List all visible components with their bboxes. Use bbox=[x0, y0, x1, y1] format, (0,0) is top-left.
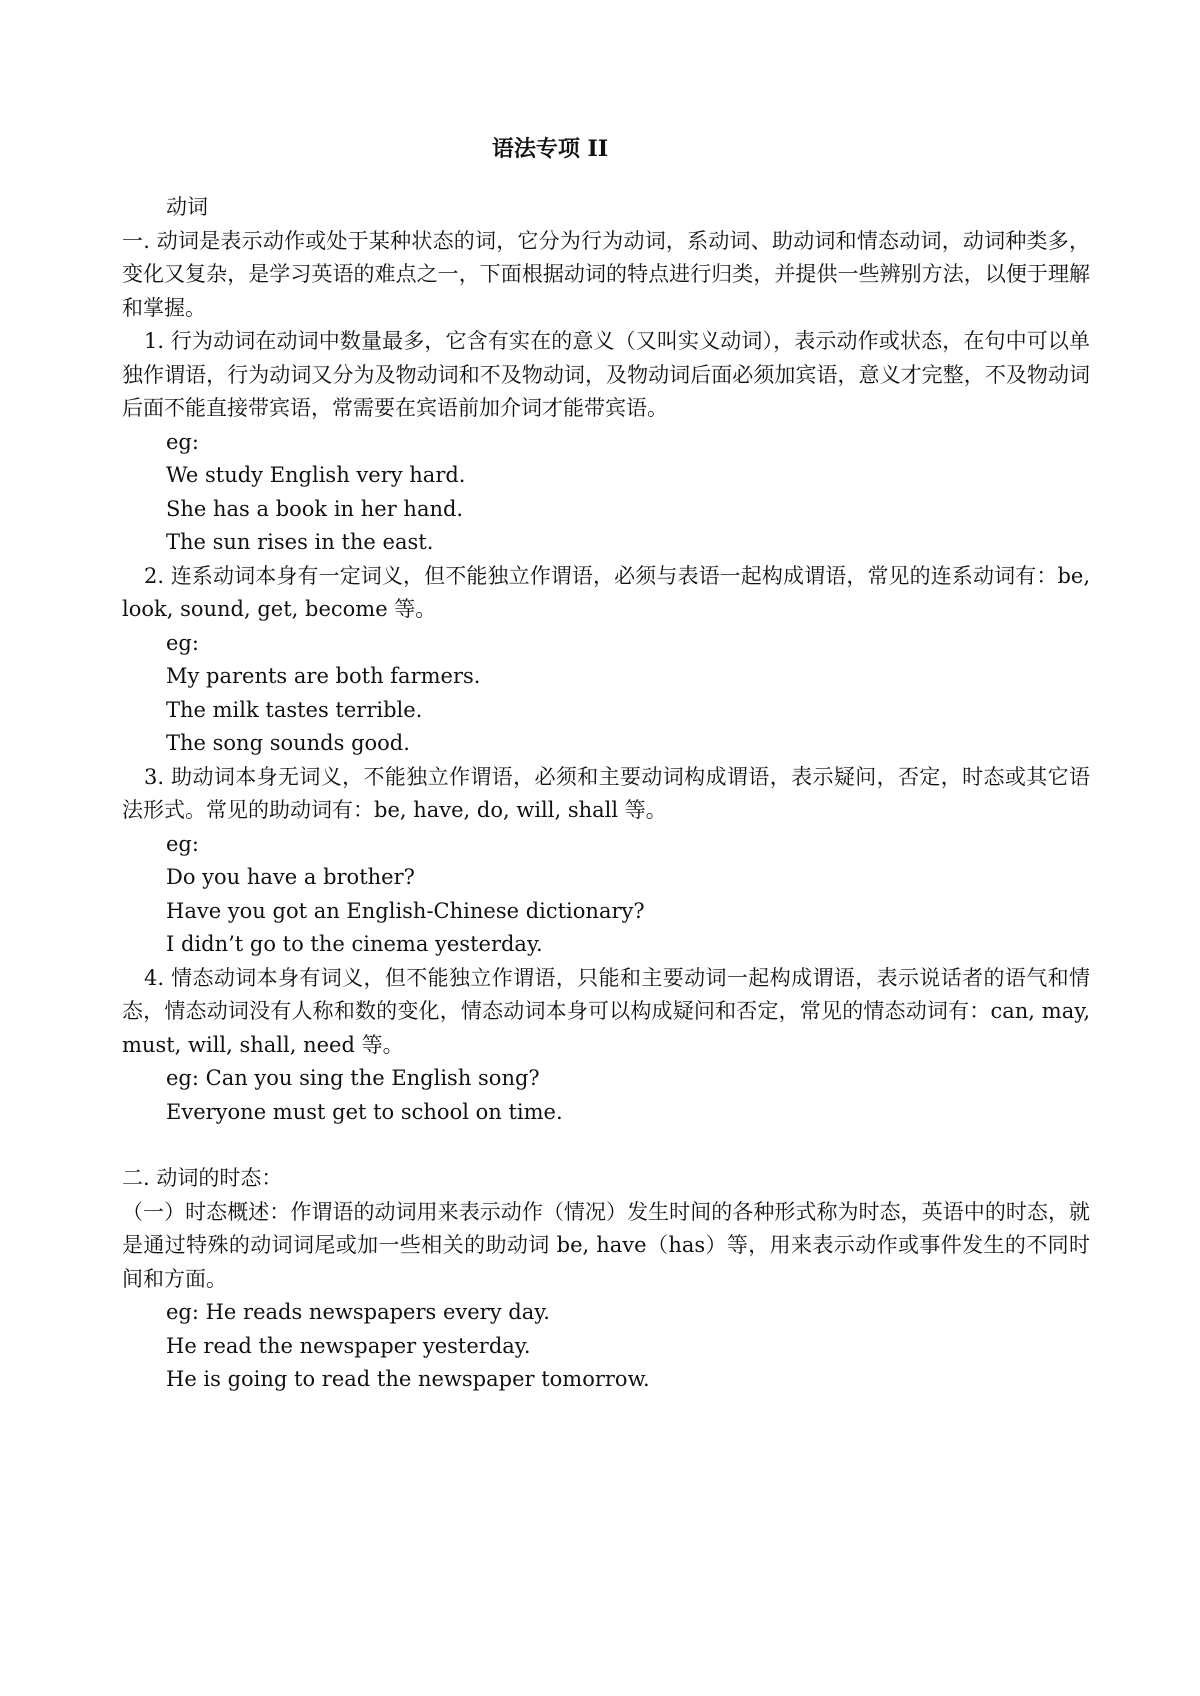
section-intro: 一. 动词是表示动作或处于某种状态的词，它分为行为动词，系动词、助动词和情态动词，动词种类多，变化又复杂，是学习英语的难点之一，下面根据动词的特点进行归类，并提供一些辨别方法，以便于理解和掌握。 bbox=[122, 228, 1090, 320]
point-2-eg-label: eg: bbox=[166, 630, 199, 655]
section-gap bbox=[122, 1129, 1090, 1162]
point-2-text: 2. 连系动词本身有一定词义，但不能独立作谓语，必须与表语一起构成谓语，常见的连系动词有：be, look, sound, get, become 等。 bbox=[122, 563, 1090, 621]
section-heading-verbs: 动词 bbox=[166, 195, 208, 219]
example-sentence: We study English very hard. bbox=[166, 463, 466, 487]
page-title: 语法专项 II bbox=[491, 136, 609, 162]
point-3-text: 3. 助动词本身无词义，不能独立作谓语，必须和主要动词构成谓语，表示疑问，否定，时态或其它语法形式。常见的助动词有：be, have, do, will, shall 等。 bbox=[122, 764, 1090, 822]
example-sentence: The song sounds good. bbox=[166, 731, 410, 755]
example-sentence: The sun rises in the east. bbox=[166, 530, 434, 554]
example-sentence: eg: Can you sing the English song? bbox=[166, 1066, 540, 1090]
example-sentence: He is going to read the newspaper tomorrow. bbox=[166, 1367, 650, 1391]
example-sentence: eg: He reads newspapers every day. bbox=[166, 1300, 550, 1324]
example-sentence: Do you have a brother? bbox=[166, 865, 415, 889]
point-4-text: 4. 情态动词本身有词义，但不能独立作谓语，只能和主要动词一起构成谓语，表示说话者的语气和情态，情态动词没有人称和数的变化，情态动词本身可以构成疑问和否定，常见的情态动词有：can, may, must, will, shall, need 等。 bbox=[122, 965, 1090, 1057]
example-sentence: The milk tastes terrible. bbox=[166, 697, 423, 722]
example-sentence: I didn’t go to the cinema yesterday. bbox=[166, 932, 543, 956]
tense-overview: （一）时态概述：作谓语的动词用来表示动作（情况）发生时间的各种形式称为时态，英语中的时态，就是通过特殊的动词词尾或加一些相关的助动词 be, have（has）等，用来表示动作或事件发生的不同时间和方面。 bbox=[122, 1199, 1090, 1291]
example-sentence: Have you got an English-Chinese dictionary? bbox=[166, 898, 645, 923]
point-3-eg-label: eg: bbox=[166, 831, 199, 856]
example-sentence: He read the newspaper yesterday. bbox=[166, 1333, 531, 1358]
example-sentence: My parents are both farmers. bbox=[166, 664, 481, 688]
example-sentence: Everyone must get to school on time. bbox=[166, 1099, 563, 1124]
point-1-eg-label: eg: bbox=[166, 429, 199, 454]
point-1-text: 1. 行为动词在动词中数量最多，它含有实在的意义（又叫实义动词），表示动作或状态，在句中可以单独作谓语，行为动词又分为及物动词和不及物动词，及物动词后面必须加宾语，意义才完整，不及物动词后面不能直接带宾语，常需要在宾语前加介词才能带宾语。 bbox=[122, 329, 1090, 420]
section-heading-tenses: 二. 动词的时态： bbox=[122, 1166, 283, 1190]
document-body bbox=[122, 191, 1090, 1397]
example-sentence: She has a book in her hand. bbox=[166, 496, 464, 521]
